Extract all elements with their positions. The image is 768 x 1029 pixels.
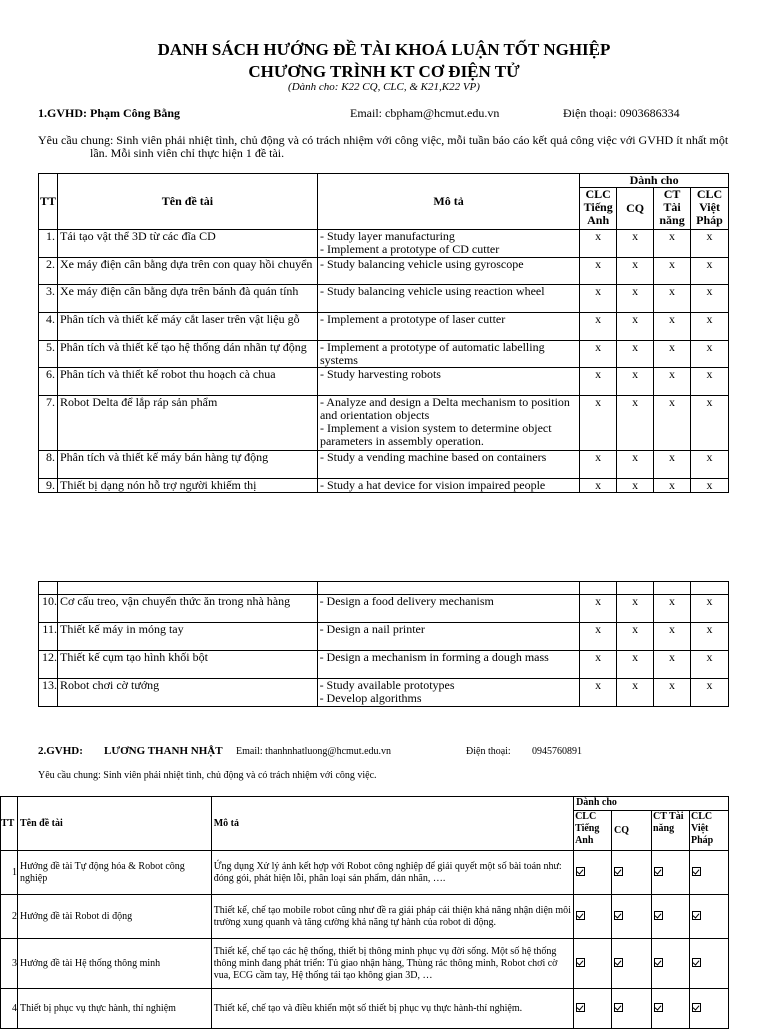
mark-clc-tieng-anh: x <box>580 595 617 623</box>
mark-ct-tai-nang: x <box>654 451 691 479</box>
mark-cq: x <box>617 368 654 396</box>
advisor2-name: LƯƠNG THANH NHẬT <box>104 745 223 757</box>
topic-name: Thiết kế máy in móng tay <box>57 623 317 651</box>
topic-name: Hướng đề tài Hệ thống thông minh <box>17 939 211 989</box>
row-number: 7. <box>39 396 58 451</box>
header-ct-tai-nang: CT Tài năng <box>654 188 691 230</box>
table-row <box>39 479 729 493</box>
mark-clc-viet-phap: x <box>691 451 729 479</box>
mark-cq: x <box>617 341 654 368</box>
table-row <box>39 368 729 396</box>
topic-name: Thiết bị phục vụ thực hành, thí nghiệm <box>17 989 211 1029</box>
description-line: - Develop algorithms <box>319 691 422 705</box>
header-tt: TT <box>39 174 58 230</box>
mark-ct-tai-nang: x <box>654 368 691 396</box>
mark-clc-viet-phap: x <box>691 285 729 313</box>
advisor1-requirement-line2: lần. Mỗi sinh viên chỉ thực hiện 1 đề tài. <box>90 146 285 160</box>
program-title: CHƯƠNG TRÌNH KT CƠ ĐIỆN TỬ <box>248 62 520 81</box>
topic-name: Xe máy điện cân bằng dựa trên bánh đà quán tính <box>57 285 317 313</box>
checkbox-checked-icon <box>614 911 623 920</box>
mark-cq: x <box>617 313 654 341</box>
header-cq: CQ <box>617 188 654 230</box>
check-clc-viet-phap <box>689 989 728 1029</box>
topic-description: - Design a food delivery mechanism <box>317 595 580 623</box>
row-number: 1 <box>1 851 18 895</box>
mark-clc-tieng-anh: x <box>580 479 617 493</box>
check-ct-tai-nang <box>652 851 690 895</box>
check-ct-tai-nang <box>652 939 690 989</box>
header-tt: TT <box>1 797 18 851</box>
topic-name: Xe máy điện cân bằng dựa trên con quay hồi chuyển <box>57 258 317 285</box>
mark-clc-tieng-anh: x <box>580 258 617 285</box>
mark-clc-viet-phap: x <box>690 595 728 623</box>
checkbox-checked-icon <box>576 958 585 967</box>
checkbox-checked-icon <box>692 867 701 876</box>
topic-description: - Study harvesting robots <box>317 368 579 396</box>
table-row <box>39 285 729 313</box>
header-clc-tieng-anh: CLC Tiếng Anh <box>574 811 612 851</box>
mark-ct-tai-nang: x <box>654 623 691 651</box>
topic-name: Hướng đề tài Robot di động <box>17 895 211 939</box>
mark-clc-viet-phap: x <box>691 230 729 258</box>
table-row <box>1 895 729 939</box>
header-cq: CQ <box>612 811 652 851</box>
check-clc-viet-phap <box>689 939 728 989</box>
header-clc-tieng-anh: CLC Tiếng Anh <box>580 188 617 230</box>
header-topic-name: Tên đề tài <box>17 797 211 851</box>
check-ct-tai-nang <box>652 895 690 939</box>
topic-name: Thiết bị dạng nón hỗ trợ người khiếm thị <box>57 479 317 493</box>
advisor1-requirement-line1: Yêu cầu chung: Sinh viên phải nhiệt tình, chủ động và có trách nhiệm với công việc, mỗi tuần báo cáo kết quả công việc với GVHD ít nhất một <box>38 133 729 147</box>
mark-cq: x <box>617 451 654 479</box>
mark-cq: x <box>617 258 654 285</box>
mark-clc-tieng-anh: x <box>580 623 617 651</box>
topic-name: Phân tích và thiết kế tạo hệ thống dán nhãn tự động <box>57 341 317 368</box>
mark-clc-tieng-anh: x <box>580 341 617 368</box>
row-number: 2 <box>1 895 18 939</box>
header-clc-viet-phap: CLC Việt Pháp <box>689 811 728 851</box>
row-number: 3 <box>1 939 18 989</box>
check-clc-tieng-anh <box>574 895 612 939</box>
topics-table-advisor1 <box>38 173 729 493</box>
mark-ct-tai-nang: x <box>654 479 691 493</box>
topics-table-advisor2 <box>0 796 729 1029</box>
mark-clc-tieng-anh: x <box>580 285 617 313</box>
advisor1-phone: Điện thoại: 0903686334 <box>563 106 680 120</box>
mark-clc-viet-phap: x <box>691 396 729 451</box>
mark-clc-viet-phap: x <box>691 258 729 285</box>
row-number: 3. <box>39 285 58 313</box>
table-row <box>39 313 729 341</box>
topics-table-advisor1-continued <box>38 581 729 707</box>
row-number: 13. <box>39 679 58 707</box>
empty-row <box>39 582 729 595</box>
header-ct-tai-nang: CT Tài năng <box>652 811 690 851</box>
advisor2-requirement: Yêu cầu chung: Sinh viên phải nhiệt tình, chủ động và có trách nhiệm với công việc. <box>38 770 377 781</box>
checkbox-checked-icon <box>692 1003 701 1012</box>
table-row <box>39 258 729 285</box>
topic-description: - Implement a prototype of laser cutter <box>317 313 579 341</box>
description-line: - Implement a prototype of CD cutter <box>319 242 500 256</box>
row-number: 4. <box>39 313 58 341</box>
topic-description: - Design a mechanism in forming a dough mass <box>317 651 580 679</box>
mark-cq: x <box>617 479 654 493</box>
check-clc-tieng-anh <box>574 851 612 895</box>
row-number: 2. <box>39 258 58 285</box>
table-row <box>39 679 729 707</box>
checkbox-checked-icon <box>614 958 623 967</box>
table-row <box>39 623 729 651</box>
topic-description: - Study a hat device for vision impaired people <box>317 479 579 493</box>
advisor1-email: Email: cbpham@hcmut.edu.vn <box>350 106 500 120</box>
check-cq <box>612 989 652 1029</box>
topic-description <box>317 230 579 258</box>
mark-cq: x <box>617 679 654 707</box>
check-clc-viet-phap <box>689 895 728 939</box>
mark-cq: x <box>617 623 654 651</box>
topic-description: - Implement a prototype of automatic labelling systems <box>317 341 579 368</box>
topic-name: Phân tích và thiết kế máy cắt laser trên vật liệu gỗ <box>57 313 317 341</box>
checkbox-checked-icon <box>654 911 663 920</box>
header-topic-name: Tên đề tài <box>57 174 317 230</box>
table-row <box>39 451 729 479</box>
mark-ct-tai-nang: x <box>654 313 691 341</box>
mark-cq: x <box>617 651 654 679</box>
checkbox-checked-icon <box>576 867 585 876</box>
topic-description <box>317 396 579 451</box>
document-title: DANH SÁCH HƯỚNG ĐỀ TÀI KHOÁ LUẬN TỐT NGHIỆP <box>157 40 611 59</box>
mark-clc-tieng-anh: x <box>580 679 617 707</box>
advisor2-label: 2.GVHD: <box>38 745 83 757</box>
mark-ct-tai-nang: x <box>654 230 691 258</box>
row-number: 9. <box>39 479 58 493</box>
mark-clc-viet-phap: x <box>690 679 728 707</box>
row-number: 1. <box>39 230 58 258</box>
topic-description: - Study a vending machine based on containers <box>317 451 579 479</box>
mark-clc-viet-phap: x <box>691 368 729 396</box>
table-row <box>39 651 729 679</box>
table-row <box>39 230 729 258</box>
mark-ct-tai-nang: x <box>654 651 691 679</box>
topic-name: Tái tạo vật thể 3D từ các đĩa CD <box>57 230 317 258</box>
check-clc-viet-phap <box>689 851 728 895</box>
mark-clc-viet-phap: x <box>690 623 728 651</box>
mark-clc-tieng-anh: x <box>580 396 617 451</box>
topic-description: - Design a nail printer <box>317 623 580 651</box>
advisor1-label: 1.GVHD: Phạm Công Bằng <box>38 106 181 120</box>
checkbox-checked-icon <box>654 867 663 876</box>
topic-description: Thiết kế, chế tạo các hệ thống, thiết bị thông minh phục vụ đời sống. Một số hệ thống thông minh đang phát triển: Tủ giao nhận hàng, Thùng rác thông minh, Robot chơi cờ vua, ECG cầm tay, Hệ thống tái tạo không gian 3D, … <box>211 939 573 989</box>
topic-name: Robot Delta để lắp ráp sản phẩm <box>57 396 317 451</box>
header-description: Mô tả <box>317 174 579 230</box>
header-danh-cho: Dành cho <box>574 797 729 811</box>
table-row <box>39 396 729 451</box>
checkbox-checked-icon <box>654 1003 663 1012</box>
checkbox-checked-icon <box>692 911 701 920</box>
topic-name: Hướng đề tài Tự động hóa & Robot công nghiệp <box>17 851 211 895</box>
mark-clc-viet-phap: x <box>691 313 729 341</box>
checkbox-checked-icon <box>576 911 585 920</box>
topic-description: Ứng dụng Xử lý ảnh kết hợp với Robot công nghiệp để giải quyết một số bài toán như: đóng gói, phát hiện lỗi, phân loại sản phẩm, dán nhãn, …. <box>211 851 573 895</box>
topic-description: - Study balancing vehicle using gyroscope <box>317 258 579 285</box>
row-number: 10. <box>39 595 58 623</box>
mark-ct-tai-nang: x <box>654 258 691 285</box>
advisor2-phone: 0945760891 <box>532 746 582 757</box>
description-line: - Implement a vision system to determine object parameters in assembly operation. <box>319 421 552 448</box>
mark-clc-viet-phap: x <box>690 651 728 679</box>
row-number: 8. <box>39 451 58 479</box>
topic-description: Thiết kế, chế tạo mobile robot cũng như đề ra giải pháp cải thiện khả năng nhận diện môi trường xung quanh và tăng cường khả năng tự hành của robot di động. <box>211 895 573 939</box>
checkbox-checked-icon <box>614 1003 623 1012</box>
mark-clc-viet-phap: x <box>691 479 729 493</box>
table-row <box>39 341 729 368</box>
mark-clc-tieng-anh: x <box>580 368 617 396</box>
row-number: 4 <box>1 989 18 1029</box>
checkbox-checked-icon <box>576 1003 585 1012</box>
advisor2-email: Email: thanhnhatluong@hcmut.edu.vn <box>236 746 392 757</box>
mark-clc-tieng-anh: x <box>580 230 617 258</box>
mark-cq: x <box>617 595 654 623</box>
topic-description: Thiết kế, chế tạo và điều khiển một số thiết bị phục vụ thực hành-thí nghiệm. <box>211 989 573 1029</box>
mark-ct-tai-nang: x <box>654 679 691 707</box>
check-cq <box>612 895 652 939</box>
check-ct-tai-nang <box>652 989 690 1029</box>
table-row <box>1 989 729 1029</box>
header-clc-viet-phap: CLC Việt Pháp <box>691 188 729 230</box>
description-line: - Study available prototypes <box>319 678 455 692</box>
topic-description <box>317 679 580 707</box>
document-subtitle: (Dành cho: K22 CQ, CLC, & K21,K22 VP) <box>288 81 480 93</box>
topic-name: Robot chơi cờ tướng <box>57 679 317 707</box>
description-line: - Analyze and design a Delta mechanism to position and orientation objects <box>319 395 570 422</box>
row-number: 12. <box>39 651 58 679</box>
mark-clc-tieng-anh: x <box>580 313 617 341</box>
checkbox-checked-icon <box>692 958 701 967</box>
table-row <box>1 939 729 989</box>
check-clc-tieng-anh <box>574 989 612 1029</box>
mark-cq: x <box>617 285 654 313</box>
mark-clc-viet-phap: x <box>691 341 729 368</box>
header-danh-cho: Dành cho <box>580 174 729 188</box>
mark-ct-tai-nang: x <box>654 285 691 313</box>
mark-ct-tai-nang: x <box>654 595 691 623</box>
row-number: 11. <box>39 623 58 651</box>
mark-cq: x <box>617 396 654 451</box>
advisor2-phone-label: Điện thoại: <box>466 746 511 757</box>
mark-clc-tieng-anh: x <box>580 651 617 679</box>
topic-name: Phân tích và thiết kế robot thu hoạch cà chua <box>57 368 317 396</box>
mark-ct-tai-nang: x <box>654 396 691 451</box>
topic-name: Cơ cấu treo, vận chuyển thức ăn trong nhà hàng <box>57 595 317 623</box>
checkbox-checked-icon <box>614 867 623 876</box>
description-line: - Study layer manufacturing <box>319 229 455 243</box>
table-row <box>1 851 729 895</box>
row-number: 5. <box>39 341 58 368</box>
table-row <box>39 595 729 623</box>
check-cq <box>612 851 652 895</box>
header-description: Mô tả <box>211 797 573 851</box>
topic-name: Phân tích và thiết kế máy bán hàng tự động <box>57 451 317 479</box>
mark-cq: x <box>617 230 654 258</box>
check-cq <box>612 939 652 989</box>
row-number: 6. <box>39 368 58 396</box>
topic-name: Thiết kế cụm tạo hình khối bột <box>57 651 317 679</box>
mark-clc-tieng-anh: x <box>580 451 617 479</box>
check-clc-tieng-anh <box>574 939 612 989</box>
mark-ct-tai-nang: x <box>654 341 691 368</box>
checkbox-checked-icon <box>654 958 663 967</box>
topic-description: - Study balancing vehicle using reaction wheel <box>317 285 579 313</box>
